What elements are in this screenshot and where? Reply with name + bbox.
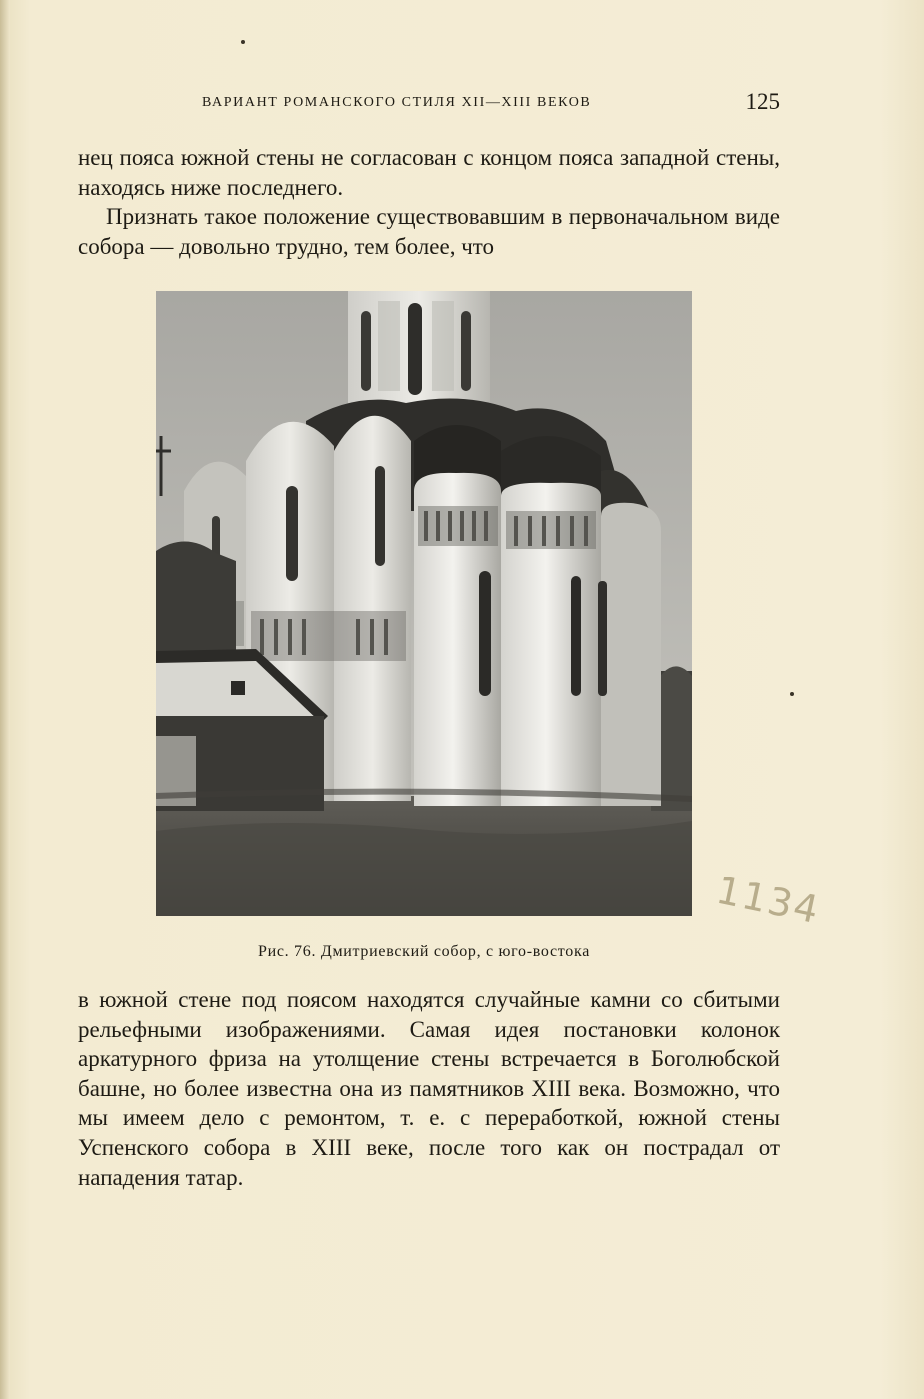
top-paragraph-2: Признать такое положение существовавшим в первоначальном виде собора — довольно трудно, тем более, что — [78, 204, 780, 259]
cathedral-illustration — [156, 291, 692, 916]
top-paragraph-1: нец пояса южной стены не согласован с концом пояса западной стены, находясь ниже последнего. — [78, 145, 780, 200]
running-head: ВАРИАНТ РОМАНСКОГО СТИЛЯ XII—XIII ВЕКОВ — [202, 95, 592, 110]
bottom-text-block — [78, 985, 780, 1192]
top-text-block — [78, 143, 780, 261]
page-number: 125 — [745, 89, 780, 114]
cathedral-photo — [156, 291, 692, 916]
paper-speck — [790, 692, 794, 696]
paper-speck — [241, 40, 245, 44]
page-spine-shadow — [0, 0, 10, 1399]
bottom-paragraph-1: в южной стене под поясом находятся случайные камни со сбитыми рельефными изображениями. Самая идея постановки колонок аркатурного фриза на утолщение стены встречается в Боголюбской башне, но более известна она из памятников XIII века. Возможно, что мы имеем дело с ремонтом, т. е. с переработкой, южной стены Успенского собора в XIII веке, после того как он пострадал от нападения татар. — [78, 987, 780, 1190]
margin-pencil-note: 1134 — [712, 867, 825, 933]
page-header — [78, 89, 782, 116]
figure-caption: Рис. 76. Дмитриевский собор, с юго-востока — [257, 943, 591, 960]
